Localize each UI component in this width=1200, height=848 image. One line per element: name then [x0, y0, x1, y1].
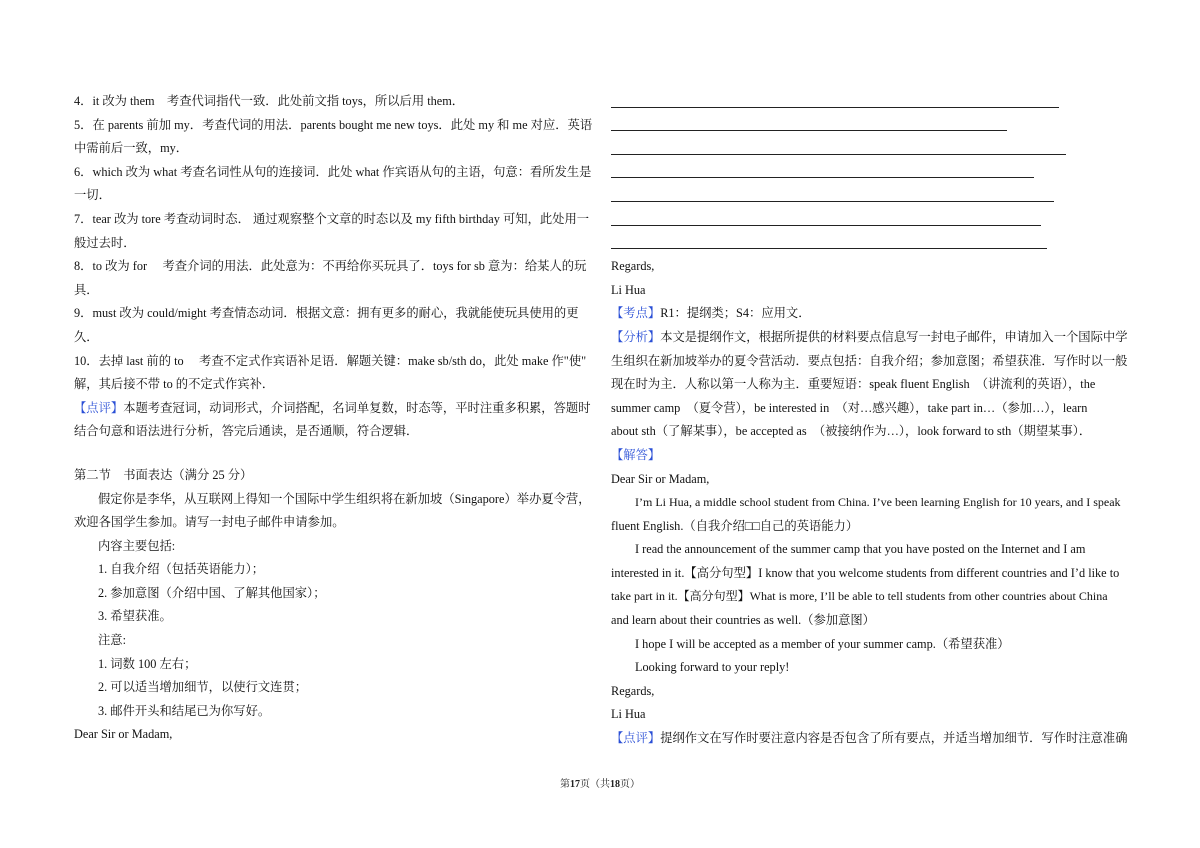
writing-blank-line — [611, 184, 1128, 208]
kaodian-tag: 【考点】 — [611, 306, 661, 321]
answer-item-6-cont: 一切． — [74, 188, 111, 203]
answer-item-10-cont: 解，其后接不带 to 的不定式作宾补． — [74, 377, 275, 392]
notes-item: 1. 词数 100 左右； — [98, 656, 197, 671]
fenxi-line: 【分析】本文是提纲作文，根据所提供的材料要点信息写一封电子邮件，申请加入一个国际中学 — [611, 329, 1128, 344]
answer-item-4: 4．it 改为 them 考查代词指代一致．此处前文指 toys，所以后用 them． — [74, 94, 465, 108]
closing: Regards, — [611, 259, 655, 274]
answer-item-10: 10．去掉 last 前的 to 考查不定式作宾语补足语．解题关键：make sb/sth do，此处 make 作"使" — [74, 353, 587, 368]
writing-blank-line — [611, 208, 1128, 232]
dianping-line: 【点评】提纲作文在写作时要注意内容是否包含了所有要点，并适当增加细节．写作时注意准确 — [611, 731, 1128, 746]
writing-blank-line — [611, 90, 1128, 114]
answer-p2-line: I read the announcement of the summer camp that you have posted on the Internet and I am — [635, 542, 1086, 557]
answer-salutation: Dear Sir or Madam, — [611, 471, 710, 486]
jieda-tag: 【解答】 — [611, 447, 661, 462]
notes-item: 3. 邮件开头和结尾已为你写好。 — [98, 703, 271, 718]
salutation: Dear Sir or Madam, — [74, 727, 173, 742]
answer-name: Li Hua — [611, 707, 646, 722]
answer-item-8-cont: 具． — [74, 282, 99, 297]
answer-p1-line: fluent English.（自我介绍□□自己的英语能力） — [611, 518, 859, 533]
writing-blank-line — [611, 161, 1128, 185]
page-footer: 第17页（共18页） — [560, 779, 640, 790]
left-column — [74, 90, 591, 747]
signature-name: Li Hua — [611, 282, 646, 297]
answer-item-7-cont: 般过去时． — [74, 235, 136, 250]
content-item: 1. 自我介绍（包括英语能力）； — [98, 562, 265, 577]
answer-p1-line: I’m Li Hua, a middle school student from China. I’ve been learning English for 10 years, and I speak — [635, 495, 1121, 510]
fenxi-line: 生组织在新加坡举办的夏令营活动．要点包括：自我介绍；参加意图；希望获准．写作时以一般 — [611, 353, 1128, 368]
answer-item-7: 7．tear 改为 tore 考查动词时态． 通过观察整个文章的时态以及 my fifth birthday 可知，此处用一 — [74, 211, 590, 226]
answer-p4: Looking forward to your reply! — [635, 660, 790, 675]
answer-item-5-cont: 中需前后一致，my． — [74, 141, 189, 156]
notes-item: 2. 可以适当增加细节，以使行文连贯； — [98, 680, 308, 695]
answer-p2-line: take part in it.【高分句型】What is more, I’ll be able to tell students from other countries about China — [611, 589, 1108, 604]
page-number: 17 — [570, 779, 580, 790]
comment-tag: 【点评】 — [74, 400, 124, 415]
answer-closing: Regards, — [611, 683, 655, 698]
right-column — [611, 90, 1128, 751]
answer-item-6: 6．which 改为 what 考查名词性从句的连接词．此处 what 作宾语从句的主语，句意：看所发生是 — [74, 164, 592, 179]
content-item: 3. 希望获准。 — [98, 609, 172, 624]
answer-item-8: 8．to 改为 for 考查介词的用法．此处意为：不再给你买玩具了．toys for sb 意为：给某人的玩 — [74, 259, 587, 274]
fenxi-line: summer camp （夏令营），be interested in （对…感兴趣），take part in…（参加…），learn — [611, 400, 1088, 415]
fenxi-tag: 【分析】 — [611, 329, 661, 344]
answer-p3: I hope I will be accepted as a member of your summer camp.（希望获准） — [635, 636, 1010, 651]
dianping-tag: 【点评】 — [611, 731, 661, 746]
fenxi-line: about sth（了解某事），be accepted as （被接纳作为…），look forward to sth（期望某事）． — [611, 424, 1092, 439]
writing-blank-line — [611, 137, 1128, 161]
answer-item-5: 5．在 parents 前加 my．考查代词的用法．parents bought me new toys．此处 my 和 me 对应．英语 — [74, 117, 593, 132]
comment-line-1: 【点评】本题考查冠词，动词形式，介词搭配，名词单复数，时态等，平时注重多积累，答题时 — [74, 400, 591, 415]
fenxi-line: 现在时为主．人称以第一人称为主．重要短语：speak fluent English （讲流利的英语），the — [611, 377, 1096, 392]
kaodian-line: 【考点】R1：提纲类；S4：应用文． — [611, 306, 811, 321]
answer-item-9-cont: 久． — [74, 329, 99, 344]
prompt-line-1: 假定你是李华，从互联网上得知一个国际中学生组织将在新加坡（Singapore）举办夏令营， — [98, 491, 591, 506]
notes-title: 注意: — [98, 633, 127, 648]
answer-p2-line: interested in it.【高分句型】I know that you welcome students from different countries and I’d like to — [611, 565, 1120, 580]
page-total: 18 — [610, 779, 620, 790]
comment-line-2: 结合句意和语法进行分析，答完后通读，是否通顺，符合逻辑． — [74, 424, 419, 439]
jieda-line — [611, 444, 1128, 468]
answer-item-9: 9．must 改为 could/might 考查情态动词．根据文意：拥有更多的耐心，我就能使玩具使用的更 — [74, 306, 579, 321]
section-title: 第二节 书面表达（满分 25 分） — [74, 467, 253, 482]
prompt-line-2: 欢迎各国学生参加。请写一封电子邮件申请参加。 — [74, 515, 345, 530]
content-title: 内容主要包括: — [98, 538, 176, 553]
answer-p2-line: and learn about their countries as well.（参加意图） — [611, 613, 875, 628]
writing-blank-line — [611, 114, 1128, 138]
content-item: 2. 参加意图（介绍中国、了解其他国家）； — [98, 585, 326, 600]
writing-blank-line — [611, 232, 1128, 256]
